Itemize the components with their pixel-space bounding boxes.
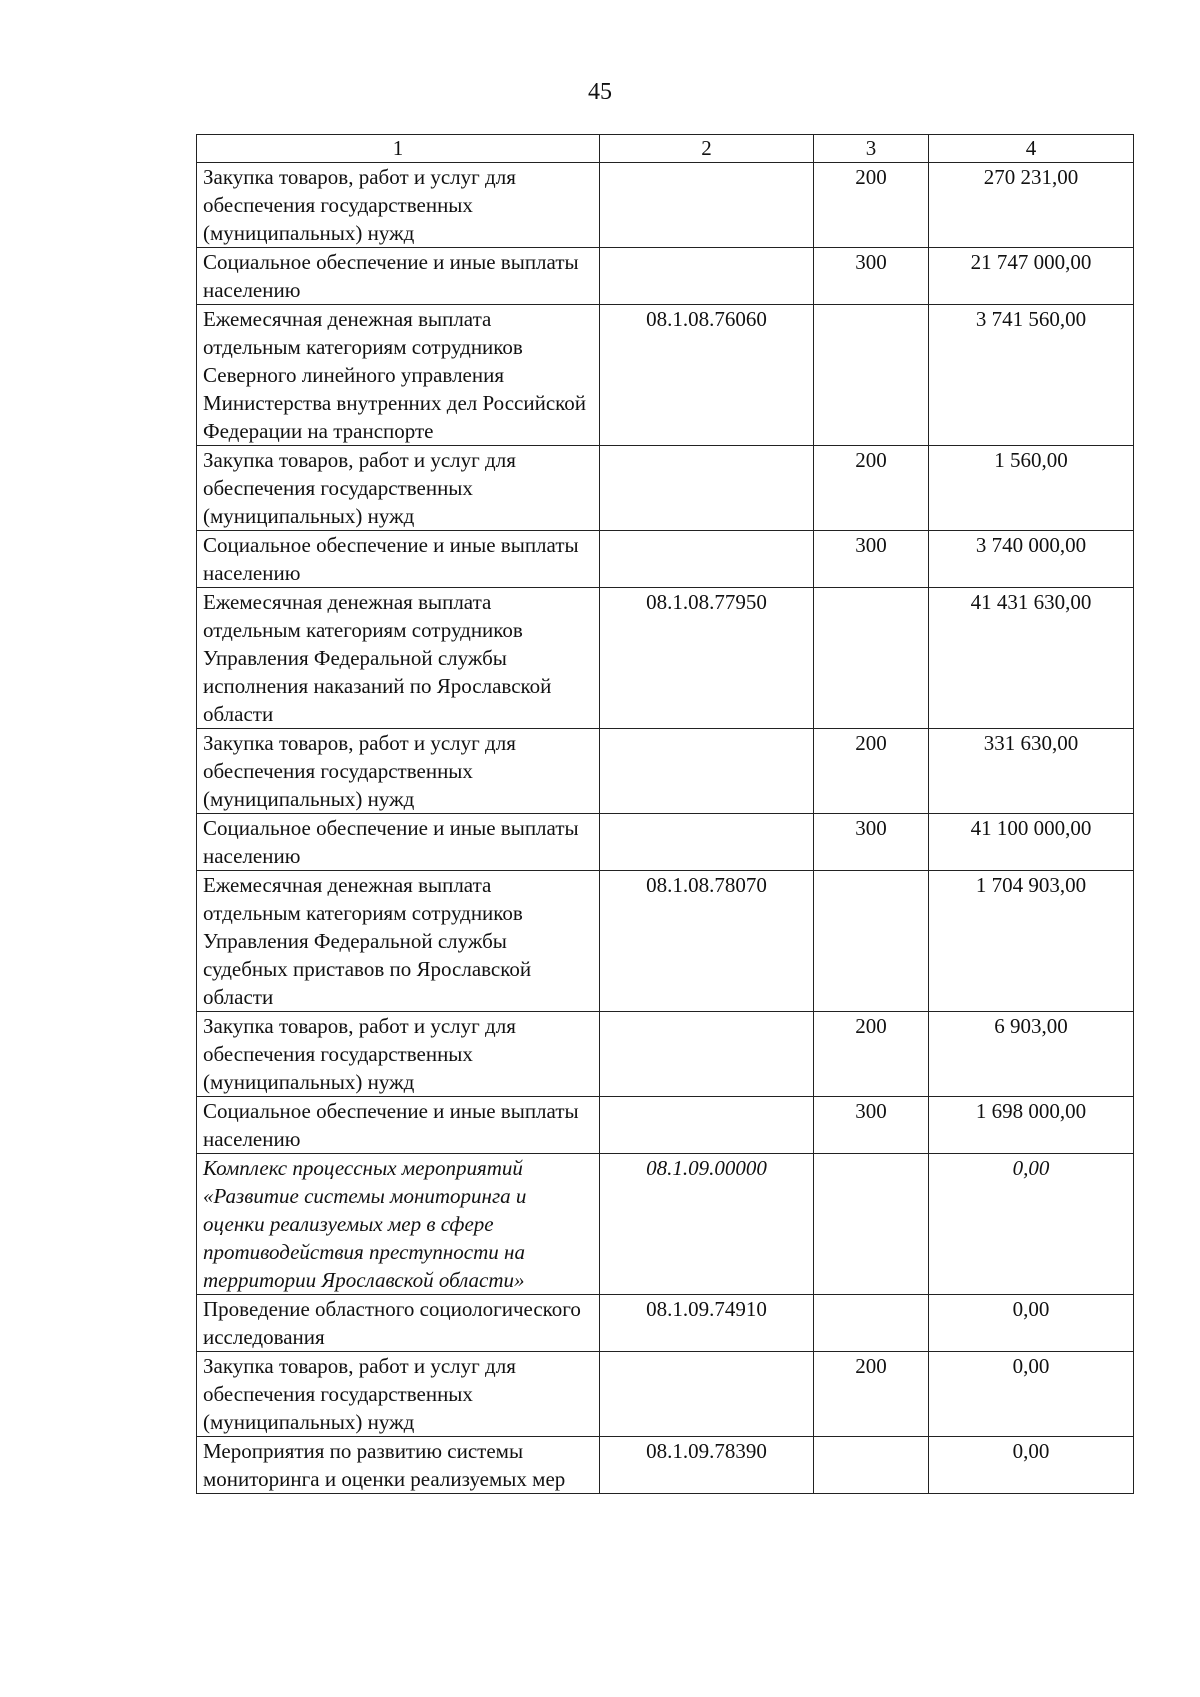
row-name-cell: Закупка товаров, работ и услуг для обеспечения государственных (муниципальных) нужд — [197, 1012, 600, 1097]
row-code-cell: 08.1.08.78070 — [600, 871, 814, 1012]
table-row — [197, 1154, 1134, 1295]
row-type-cell: 300 — [814, 814, 929, 871]
row-code-cell — [600, 1012, 814, 1097]
table-row — [197, 446, 1134, 531]
row-type-cell — [814, 305, 929, 446]
row-amount-cell: 41 100 000,00 — [929, 814, 1134, 871]
row-name-cell: Социальное обеспечение и иные выплаты населению — [197, 248, 600, 305]
row-amount-cell: 331 630,00 — [929, 729, 1134, 814]
row-name-cell: Ежемесячная денежная выплата отдельным категориям сотрудников Северного линейного управления Министерства внутренних дел Российской Федерации на транспорте — [197, 305, 600, 446]
row-code-cell — [600, 163, 814, 248]
row-code-cell — [600, 1352, 814, 1437]
table-row — [197, 1352, 1134, 1437]
row-type-cell: 200 — [814, 729, 929, 814]
row-code-cell — [600, 1097, 814, 1154]
row-amount-cell: 3 740 000,00 — [929, 531, 1134, 588]
row-type-cell — [814, 1295, 929, 1352]
row-name-cell: Ежемесячная денежная выплата отдельным категориям сотрудников Управления Федеральной службы судебных приставов по Ярославской области — [197, 871, 600, 1012]
table-row — [197, 871, 1134, 1012]
row-name-cell: Проведение областного социологического исследования — [197, 1295, 600, 1352]
row-code-cell — [600, 729, 814, 814]
row-type-cell: 300 — [814, 1097, 929, 1154]
row-amount-cell: 0,00 — [929, 1352, 1134, 1437]
row-name-cell: Мероприятия по развитию системы мониторинга и оценки реализуемых мер — [197, 1437, 600, 1494]
table-row — [197, 1097, 1134, 1154]
row-name-cell: Закупка товаров, работ и услуг для обеспечения государственных (муниципальных) нужд — [197, 1352, 600, 1437]
table-row — [197, 588, 1134, 729]
row-code-cell: 08.1.09.00000 — [600, 1154, 814, 1295]
row-amount-cell: 0,00 — [929, 1154, 1134, 1295]
row-code-cell: 08.1.09.74910 — [600, 1295, 814, 1352]
row-name-cell: Социальное обеспечение и иные выплаты населению — [197, 814, 600, 871]
row-type-cell: 300 — [814, 531, 929, 588]
row-type-cell: 200 — [814, 1012, 929, 1097]
row-type-cell — [814, 1154, 929, 1295]
table-row — [197, 814, 1134, 871]
row-type-cell — [814, 1437, 929, 1494]
table-row — [197, 305, 1134, 446]
row-type-cell: 200 — [814, 163, 929, 248]
row-code-cell — [600, 531, 814, 588]
table-header-row — [197, 135, 1134, 163]
column-header-4: 4 — [929, 135, 1134, 163]
row-amount-cell: 0,00 — [929, 1437, 1134, 1494]
row-name-cell: Закупка товаров, работ и услуг для обеспечения государственных (муниципальных) нужд — [197, 729, 600, 814]
row-amount-cell: 6 903,00 — [929, 1012, 1134, 1097]
row-name-cell: Закупка товаров, работ и услуг для обеспечения государственных (муниципальных) нужд — [197, 163, 600, 248]
row-name-cell: Комплекс процессных мероприятий «Развитие системы мониторинга и оценки реализуемых мер в сфере противодействия преступности на территории Ярославской области» — [197, 1154, 600, 1295]
row-amount-cell: 270 231,00 — [929, 163, 1134, 248]
budget-table — [196, 134, 1134, 1494]
row-type-cell: 300 — [814, 248, 929, 305]
table-row — [197, 1012, 1134, 1097]
row-type-cell — [814, 871, 929, 1012]
row-name-cell: Закупка товаров, работ и услуг для обеспечения государственных (муниципальных) нужд — [197, 446, 600, 531]
row-code-cell: 08.1.09.78390 — [600, 1437, 814, 1494]
row-code-cell — [600, 248, 814, 305]
row-amount-cell: 1 704 903,00 — [929, 871, 1134, 1012]
table-body — [197, 163, 1134, 1494]
row-code-cell: 08.1.08.76060 — [600, 305, 814, 446]
row-name-cell: Ежемесячная денежная выплата отдельным категориям сотрудников Управления Федеральной службы исполнения наказаний по Ярославской области — [197, 588, 600, 729]
row-name-cell: Социальное обеспечение и иные выплаты населению — [197, 531, 600, 588]
table-row — [197, 163, 1134, 248]
row-amount-cell: 0,00 — [929, 1295, 1134, 1352]
column-header-1: 1 — [197, 135, 600, 163]
row-amount-cell: 3 741 560,00 — [929, 305, 1134, 446]
page-number: 45 — [588, 79, 612, 105]
row-code-cell: 08.1.08.77950 — [600, 588, 814, 729]
table-row — [197, 1295, 1134, 1352]
row-amount-cell: 41 431 630,00 — [929, 588, 1134, 729]
column-header-3: 3 — [814, 135, 929, 163]
row-amount-cell: 1 698 000,00 — [929, 1097, 1134, 1154]
table-row — [197, 729, 1134, 814]
table-row — [197, 1437, 1134, 1494]
row-type-cell: 200 — [814, 1352, 929, 1437]
table-row — [197, 531, 1134, 588]
row-amount-cell: 21 747 000,00 — [929, 248, 1134, 305]
table-row — [197, 248, 1134, 305]
row-name-cell: Социальное обеспечение и иные выплаты населению — [197, 1097, 600, 1154]
row-code-cell — [600, 814, 814, 871]
row-type-cell: 200 — [814, 446, 929, 531]
row-amount-cell: 1 560,00 — [929, 446, 1134, 531]
row-type-cell — [814, 588, 929, 729]
row-code-cell — [600, 446, 814, 531]
column-header-2: 2 — [600, 135, 814, 163]
